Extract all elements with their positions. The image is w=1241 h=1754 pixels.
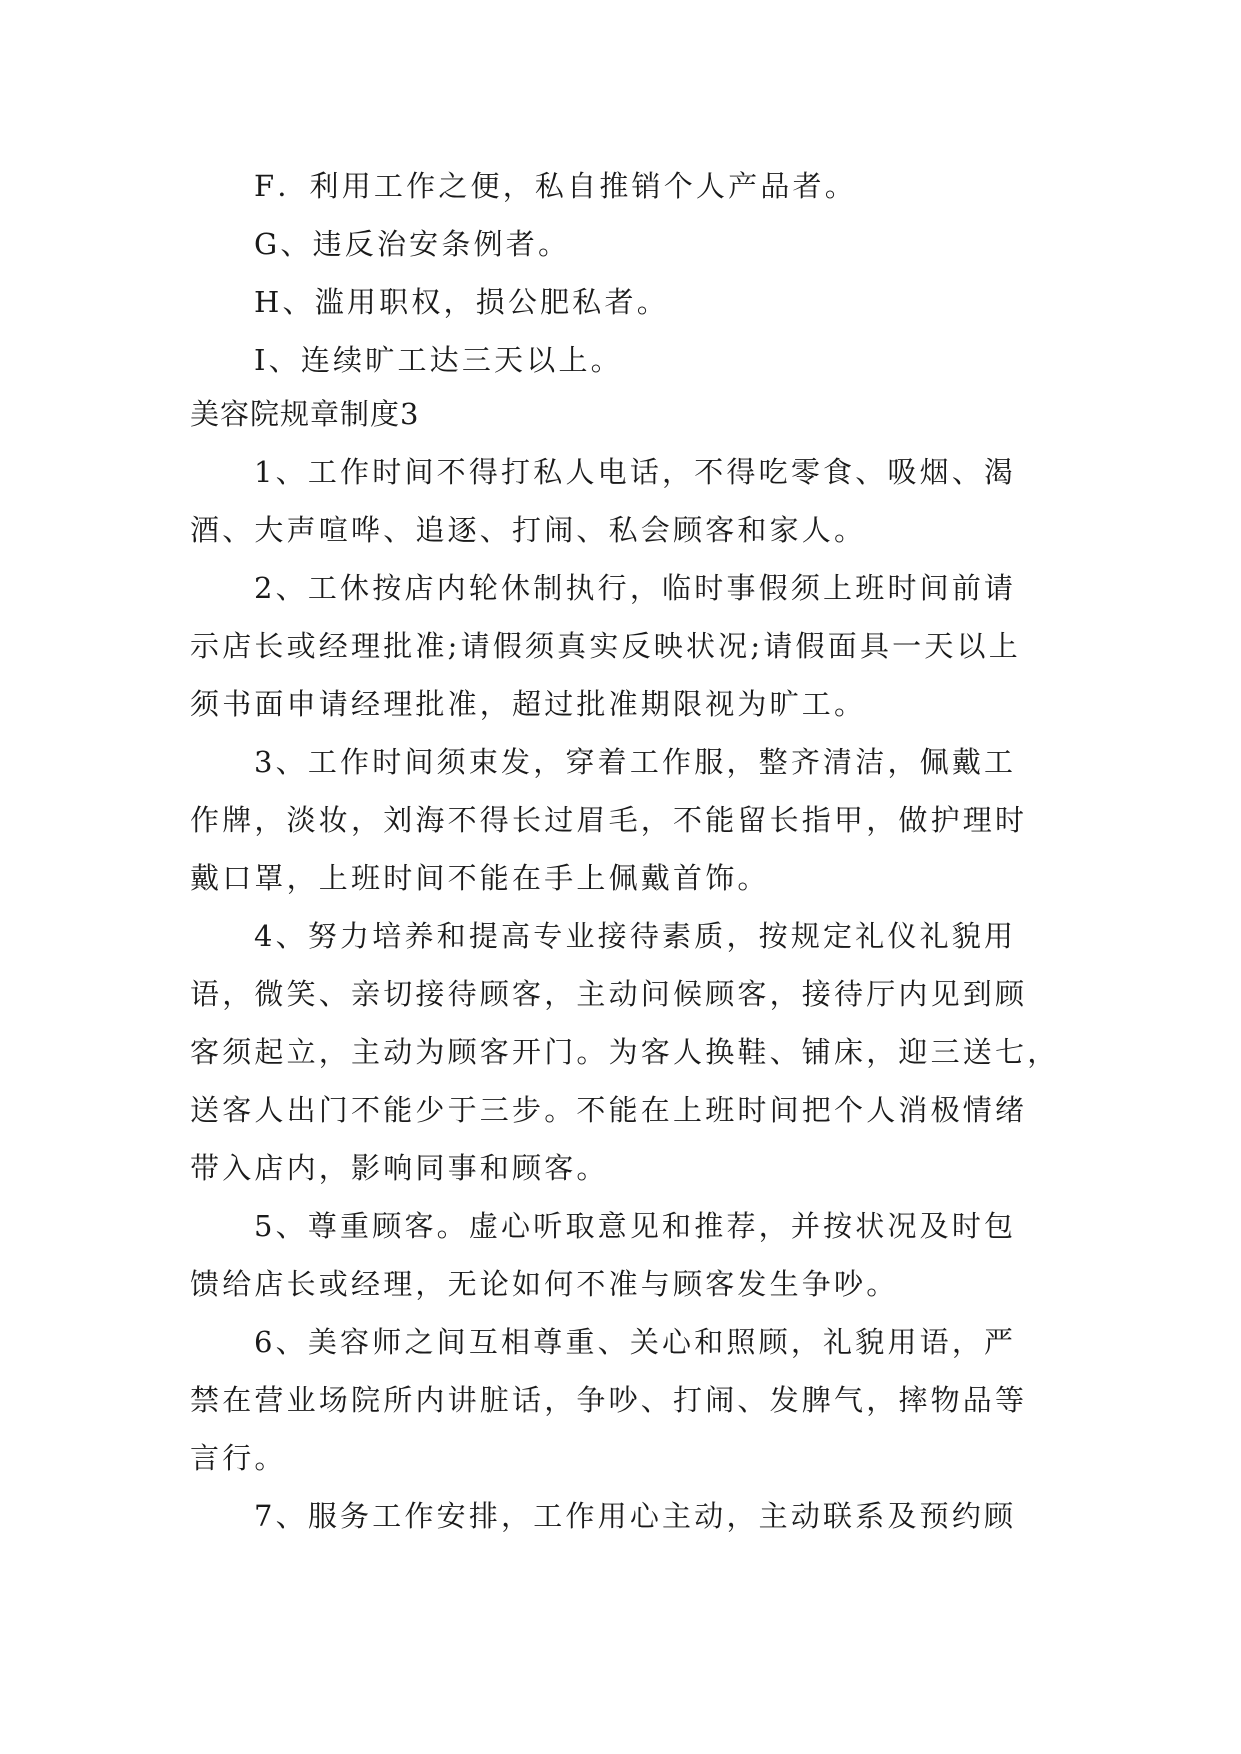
rule-6-line-3: 言行。 (190, 1441, 287, 1475)
rule-5-line-1: 5、尊重顾客。虚心听取意见和推荐，并按状况及时包 (254, 1209, 1017, 1243)
rule-3-line-1: 3、工作时间须束发，穿着工作服，整齐清洁，佩戴工 (254, 745, 1017, 779)
clause-f: F．利用工作之便，私自推销个人产品者。 (254, 169, 857, 203)
rule-4-line-4: 送客人出门不能少于三步。不能在上班时间把个人消极情绪 (190, 1093, 1028, 1127)
rule-3-line-2: 作牌，淡妆，刘海不得长过眉毛，不能留长指甲，做护理时 (190, 803, 1028, 837)
rule-2-line-3: 须书面申请经理批准，超过批准期限视为旷工。 (190, 687, 867, 721)
rule-4-line-5: 带入店内，影响同事和顾客。 (190, 1151, 609, 1185)
rule-6-line-2: 禁在营业场院所内讲脏话，争吵、打闹、发脾气，摔物品等 (190, 1383, 1028, 1417)
clause-g: G、违反治安条例者。 (254, 227, 571, 261)
clause-i: I、连续旷工达三天以上。 (254, 343, 623, 377)
rule-4-line-1: 4、努力培养和提高专业接待素质，按规定礼仪礼貌用 (254, 919, 1017, 953)
rule-4-line-3: 客须起立，主动为顾客开门。为客人换鞋、铺床，迎三送七， (190, 1035, 1060, 1069)
rule-6-line-1: 6、美容师之间互相尊重、关心和照顾，礼貌用语，严 (254, 1325, 1017, 1359)
rule-7-line-1: 7、服务工作安排，工作用心主动，主动联系及预约顾 (254, 1499, 1017, 1533)
rule-2-line-2: 示店长或经理批准;请假须真实反映状况;请假面具一天以上 (190, 629, 1021, 663)
rule-3-line-3: 戴口罩，上班时间不能在手上佩戴首饰。 (190, 861, 770, 895)
rule-2-line-1: 2、工休按店内轮休制执行，临时事假须上班时间前请 (254, 571, 1017, 605)
section-title: 美容院规章制度3 (190, 397, 420, 431)
rule-1-line-2: 酒、大声喧哗、追逐、打闹、私会顾客和家人。 (190, 513, 867, 547)
rule-1-line-1: 1、工作时间不得打私人电话，不得吃零食、吸烟、渴 (254, 455, 1017, 489)
clause-h: H、滥用职权，损公肥私者。 (254, 285, 669, 319)
rule-4-line-2: 语，微笑、亲切接待顾客，主动问候顾客，接待厅内见到顾 (190, 977, 1028, 1011)
rule-5-line-2: 馈给店长或经理，无论如何不准与顾客发生争吵。 (190, 1267, 899, 1301)
